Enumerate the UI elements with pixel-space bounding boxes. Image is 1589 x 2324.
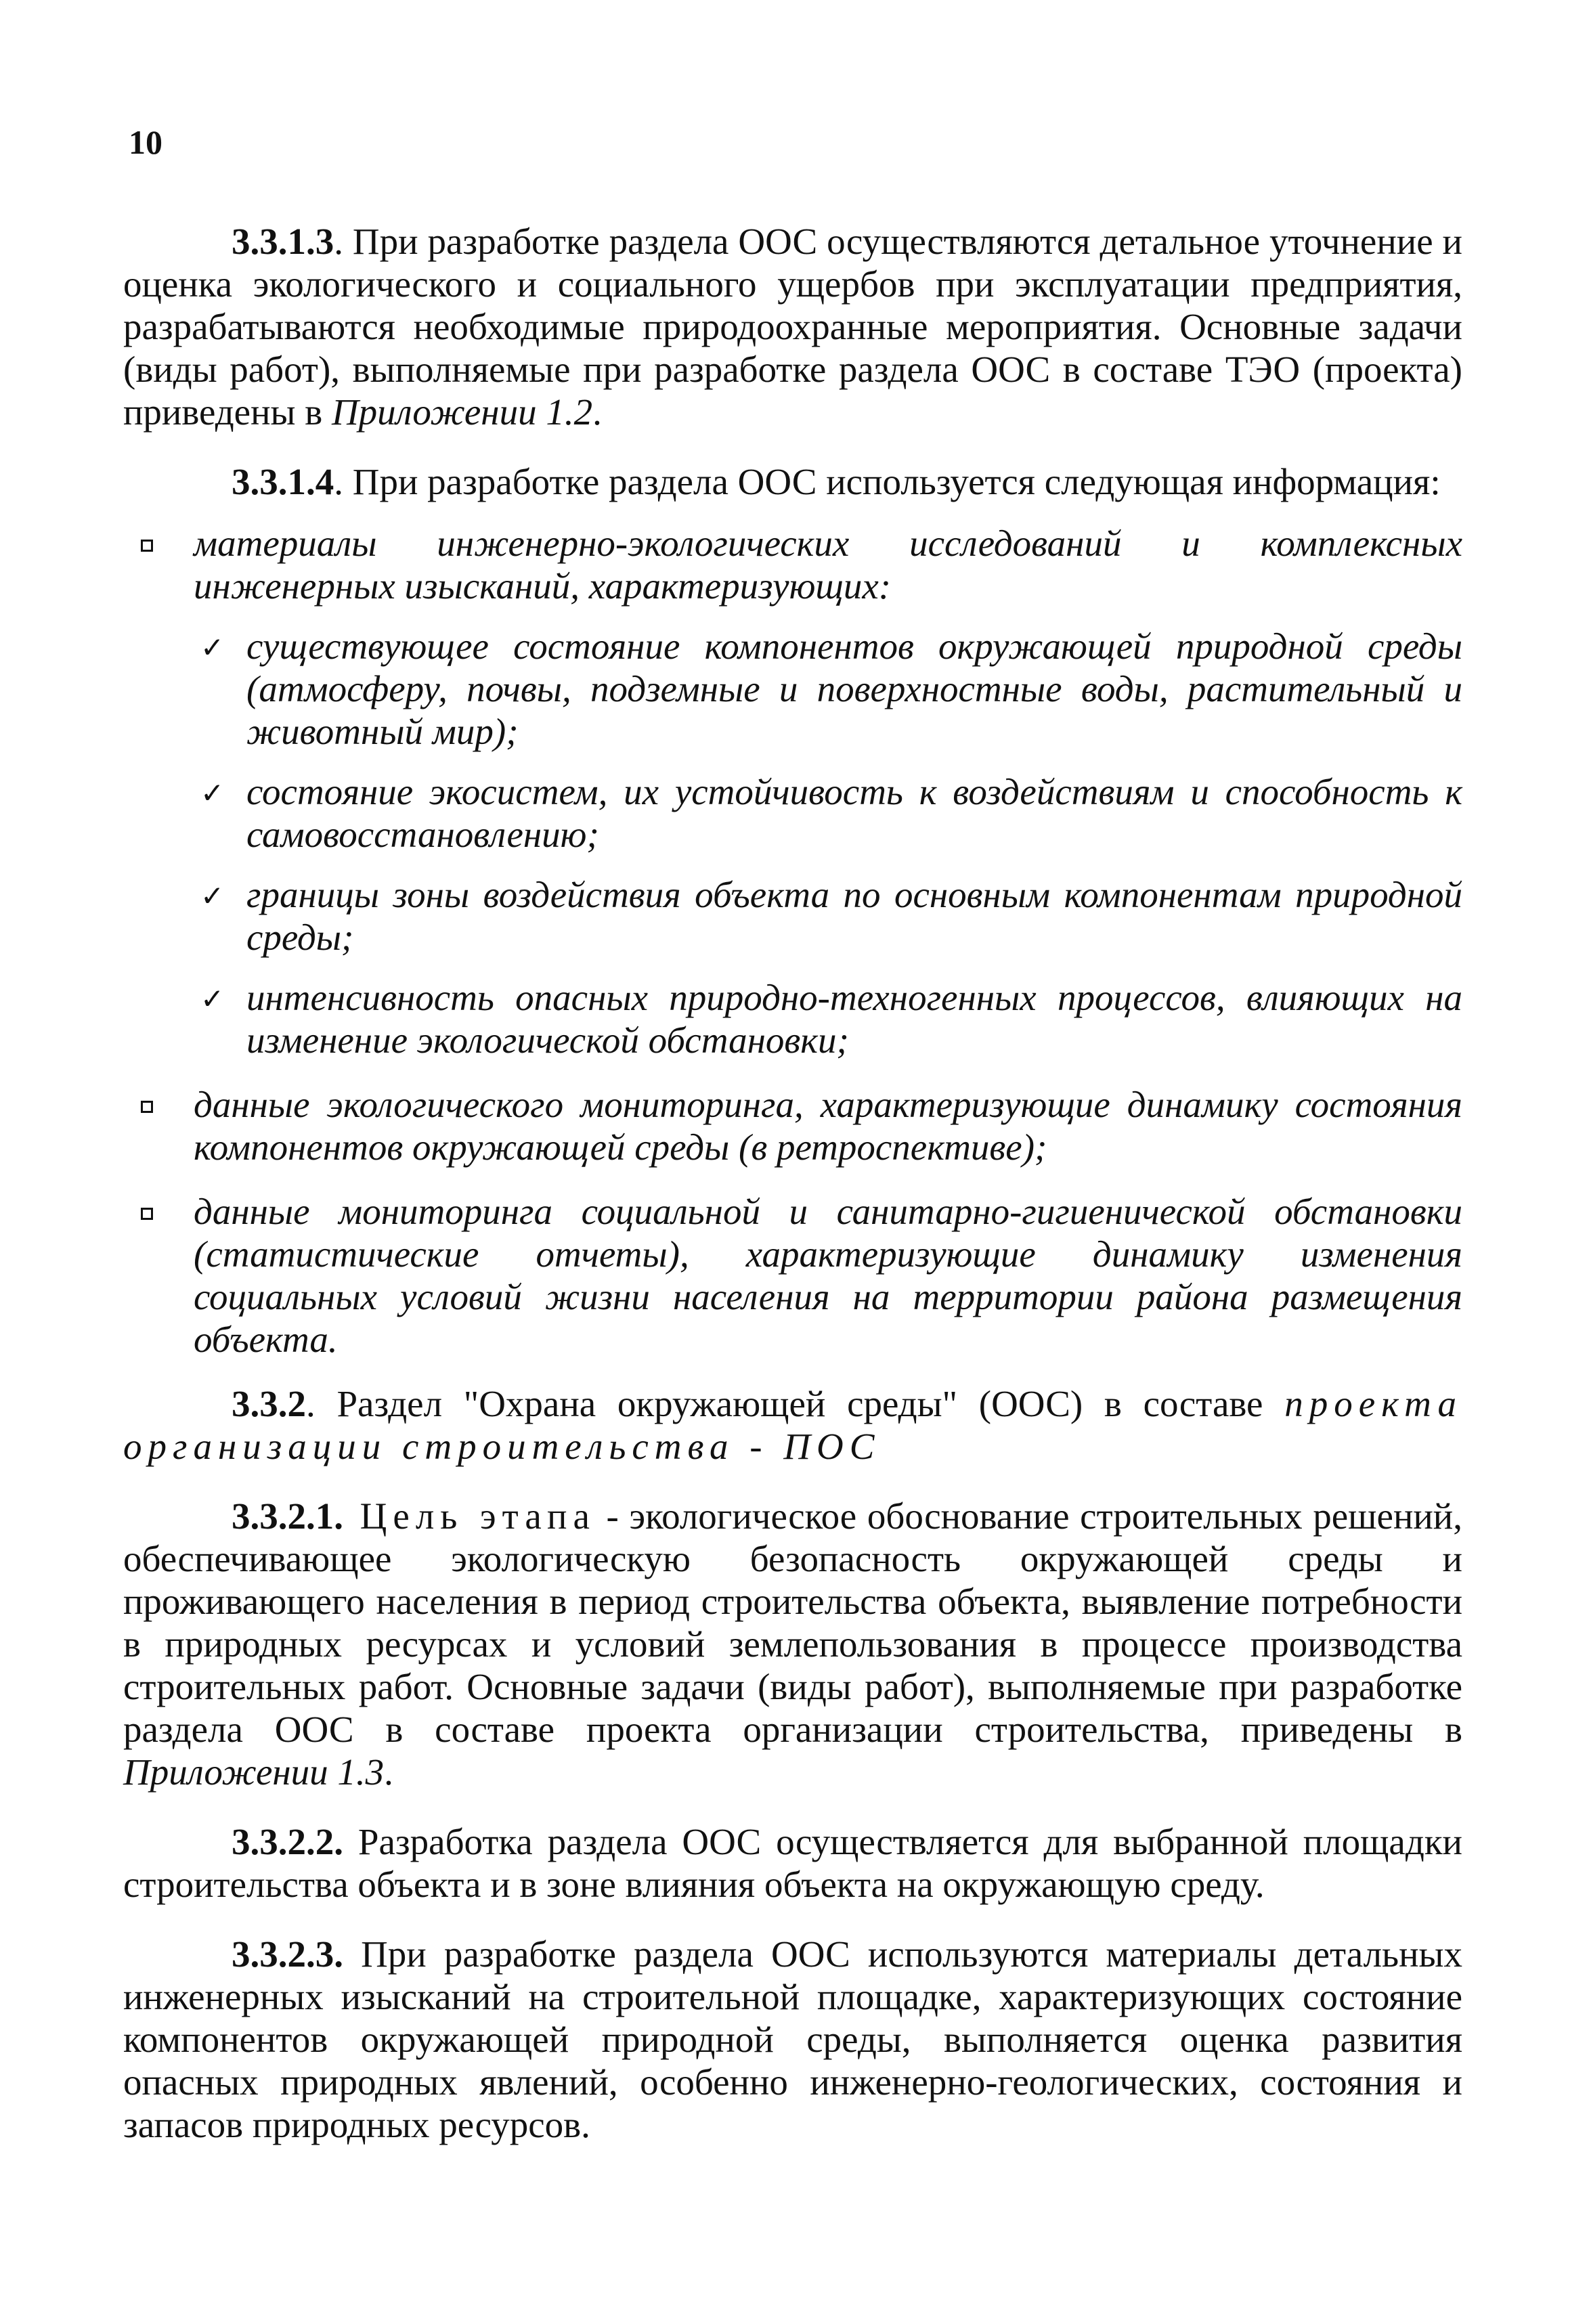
sub-list-item-text: интенсивность опасных природно-техногенных процессов, влияющих на изменение экологической обстановки; <box>246 977 1462 1061</box>
page-number: 10 <box>129 123 162 161</box>
paragraph-text: . При разработке раздела ООС используется следующая информация: <box>334 461 1441 502</box>
list-item-text: данные мониторинга социальной и санитарно-гигиенической обстановки (статистические отчеты), характеризующие динамику изменения социальных условий жизни населения на территории района размещения объекта. <box>194 1191 1462 1360</box>
paragraph-3-3-2-2 <box>123 1820 1462 1906</box>
section-number: 3.3.1.4 <box>232 461 334 502</box>
list-item <box>123 1083 1462 1168</box>
spaced-lead-text: Цель этапа <box>343 1495 596 1537</box>
paragraph-end: . <box>384 1751 393 1793</box>
paragraph-text: . Раздел "Охрана окружающей среды" (ООС) в составе <box>306 1383 1285 1424</box>
sub-list-item <box>194 976 1462 1061</box>
appendix-reference: Приложении 1.3 <box>123 1751 385 1793</box>
check-mark-icon: ✓ <box>200 776 225 810</box>
paragraph-text: Разработка раздела ООС осуществляется для выбранной площадки строительства объекта и в зоне влияния объекта на окружающую среду. <box>123 1821 1462 1905</box>
list-item-text: данные экологического мониторинга, характеризующие динамику состояния компонентов окружающей среды (в ретроспективе); <box>194 1084 1462 1168</box>
paragraph-text: . При разработке раздела ООС осуществляются детальное уточнение и оценка экологического и социального ущербов при эксплуатации предприятия, разрабатываются необходимые природоохранные мероприятия. Основные задачи (виды работ), выполняемые при разработке раздела ООС в составе ТЭО (проекта) приведены в <box>123 221 1462 433</box>
sub-list-item-text: состояние экосистем, их устойчивость к воздействиям и способность к самовосстановлению; <box>246 771 1462 855</box>
paragraph-3-3-1-4 <box>123 460 1462 503</box>
list-item <box>123 1190 1462 1361</box>
section-number: 3.3.2.2. <box>232 1821 343 1862</box>
information-list <box>123 522 1462 1361</box>
paragraph-text: - экологическое обоснование строительных решений, обеспечивающее экологическую безопасность окружающей среды и проживающего населения в период строительства объекта, выявление потребности в природных ресурсах и условий землепользования в процессе производства строительных работ. Основные задачи (виды работ), выполняемые при разработке раздела ООС в составе проекта организации строительства, приведены в <box>123 1495 1462 1750</box>
sub-list-item <box>194 873 1462 959</box>
check-mark-icon: ✓ <box>200 631 225 664</box>
sub-list-item-text: границы зоны воздействия объекта по основным компонентам природной среды; <box>246 874 1462 958</box>
sub-list-item <box>194 770 1462 856</box>
paragraph-3-3-2-3 <box>123 1933 1462 2146</box>
sub-list-item <box>194 625 1462 753</box>
spaced-heading-text: проекта организации строительства - ПОС <box>123 1383 1462 1467</box>
sub-list-item-text: существующее состояние компонентов окружающей природной среды (атмосферу, почвы, подземные и поверхностные воды, растительный и животный мир); <box>246 626 1462 752</box>
square-bullet-icon <box>141 1208 153 1220</box>
sub-list <box>194 625 1462 1061</box>
document-body <box>123 220 1462 2173</box>
check-mark-icon: ✓ <box>200 982 225 1015</box>
section-number: 3.3.2.3. <box>232 1933 343 1975</box>
square-bullet-icon <box>141 540 153 552</box>
section-number: 3.3.2.1. <box>232 1495 343 1537</box>
paragraph-3-3-2 <box>123 1382 1462 1468</box>
section-number: 3.3.1.3 <box>232 221 334 262</box>
paragraph-3-3-1-3 <box>123 220 1462 433</box>
list-item-text: материалы инженерно-экологических исследований и комплексных инженерных изысканий, характеризующих: <box>194 523 1462 607</box>
list-item <box>123 522 1462 1061</box>
check-mark-icon: ✓ <box>200 879 225 913</box>
appendix-reference: Приложении 1.2 <box>331 391 593 433</box>
paragraph-end: . <box>592 391 602 433</box>
section-number: 3.3.2 <box>232 1383 306 1424</box>
paragraph-text: При разработке раздела ООС используются материалы детальных инженерных изысканий на строительной площадке, характеризующих состояние компонентов окружающей природной среды, выполняется оценка развития опасных природных явлений, особенно инженерно-геологических, состояния и запасов природных ресурсов. <box>123 1933 1462 2145</box>
square-bullet-icon <box>141 1101 153 1113</box>
paragraph-3-3-2-1 <box>123 1495 1462 1793</box>
